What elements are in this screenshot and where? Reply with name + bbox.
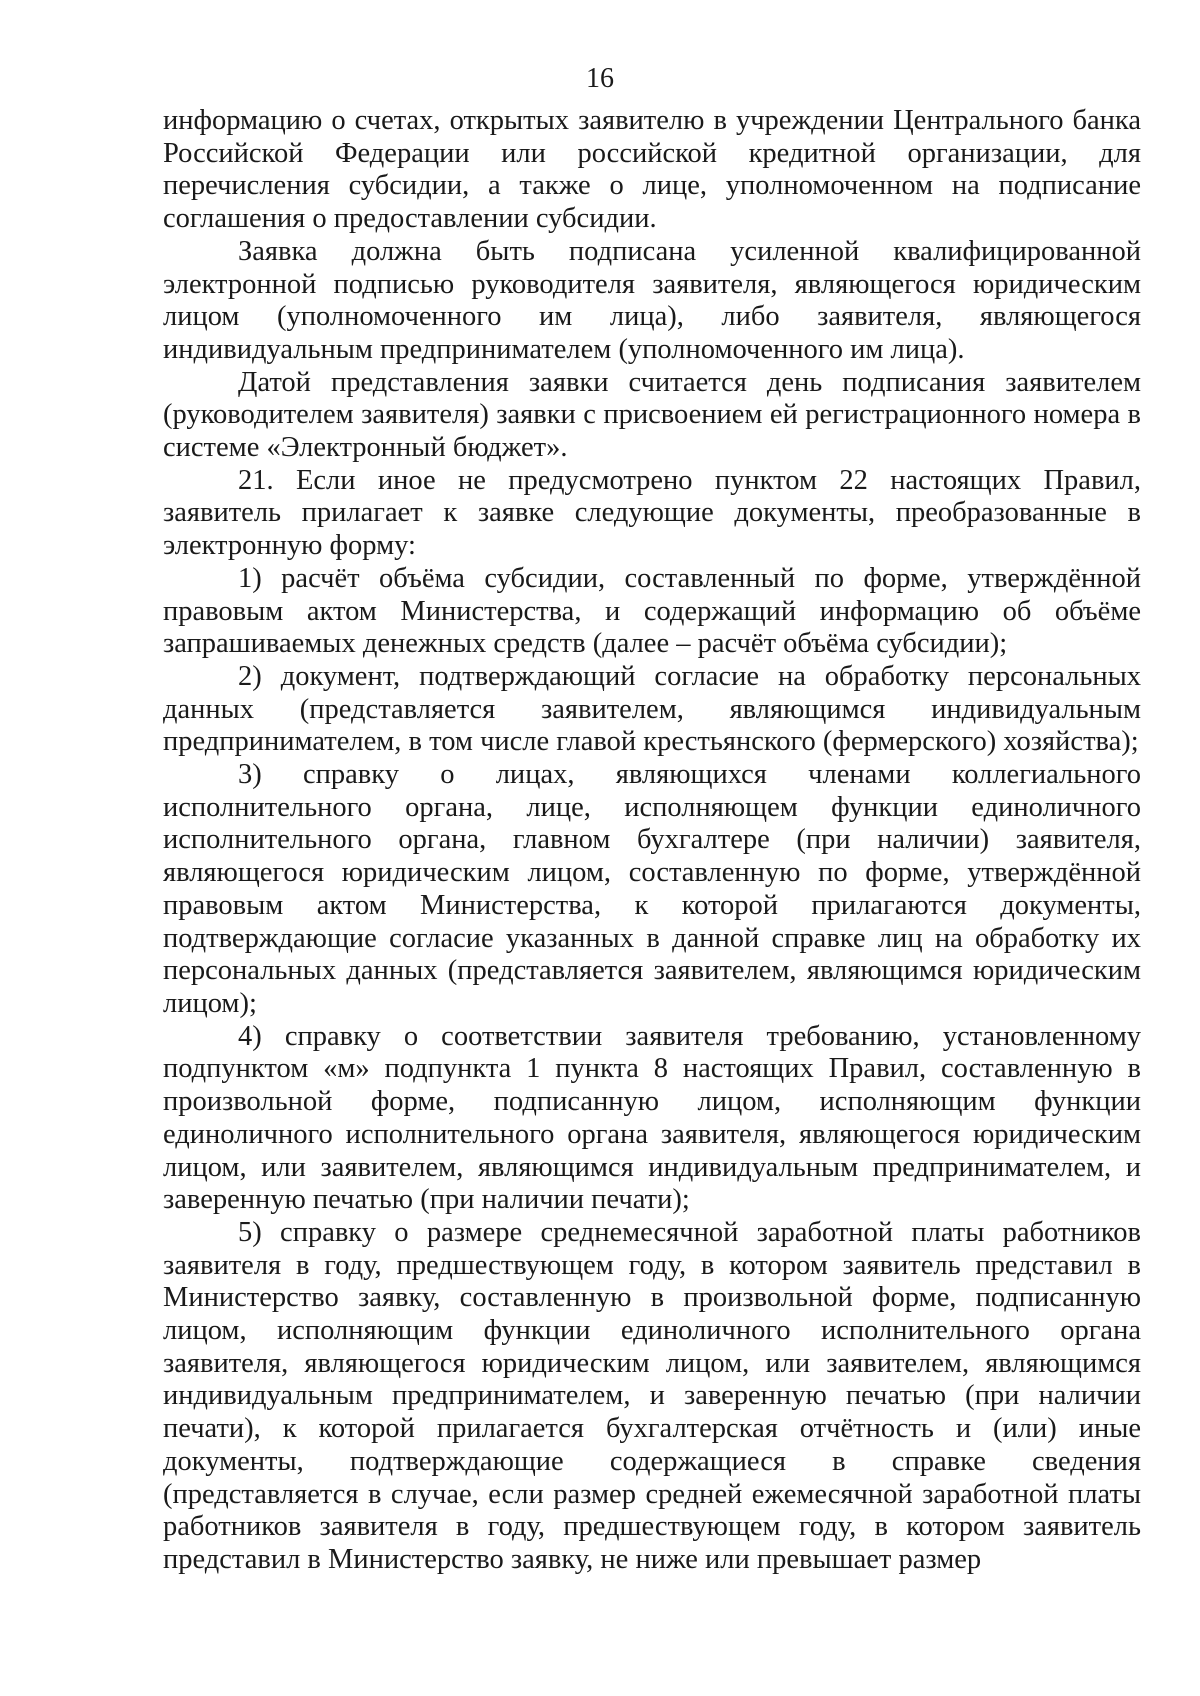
- document-body: [163, 105, 1141, 1577]
- paragraph-clause-21: 21. Если иное не предусмотрено пунктом 22 настоящих Правил, заявитель прилагает к заявке следующие документы, преобразованные в электронную форму:: [163, 464, 1141, 562]
- list-item-3: 3) справку о лицах, являющихся членами коллегиального исполнительного органа, лице, исполняющем функции единоличного исполнительного органа, главном бухгалтере (при наличии) заявителя, являющегося юридическим лицом, составленную по форме, утверждённой правовым актом Министерства, к которой прилагаются документы, подтверждающие согласие указанных в данной справке лиц на обработку их персональных данных (представляется заявителем, являющимся юридическим лицом);: [163, 759, 1141, 1019]
- paragraph-account-info: информацию о счетах, открытых заявителю в учреждении Центрального банка Российской Федерации или российской кредитной организации, для перечисления субсидии, а также о лице, уполномоченном на подписание соглашения о предоставлении субсидии.: [163, 105, 1141, 235]
- list-item-5: 5) справку о размере среднемесячной заработной платы работников заявителя в году, предшествующем году, в котором заявитель представил в Министерство заявку, составленную в произвольной форме, подписанную лицом, исполняющим функции единоличного исполнительного органа заявителя, являющегося юридическим лицом, или заявителем, являющимся индивидуальным предпринимателем, и заверенную печатью (при наличии печати), к которой прилагается бухгалтерская отчётность и (или) иные документы, подтверждающие содержащиеся в справке сведения (представляется в случае, если размер средней ежемесячной заработной платы работников заявителя в году, предшествующем году, в котором заявитель представил в Министерство заявку, не ниже или превышает размер: [163, 1216, 1141, 1575]
- paragraph-submission-date: Датой представления заявки считается день подписания заявителем (руководителем заявителя) заявки с присвоением ей регистрационного номера в системе «Электронный бюджет».: [163, 366, 1141, 464]
- page-number: 16: [586, 63, 614, 94]
- list-item-4: 4) справку о соответствии заявителя требованию, установленному подпунктом «м» подпункта 1 пункта 8 настоящих Правил, составленную в произвольной форме, подписанную лицом, исполняющим функции единоличного исполнительного органа заявителя, являющегося юридическим лицом, или заявителем, являющимся индивидуальным предпринимателем, и заверенную печатью (при наличии печати);: [163, 1020, 1141, 1216]
- paragraph-application-signature: Заявка должна быть подписана усиленной квалифицированной электронной подписью руководителя заявителя, являющегося юридическим лицом (уполномоченного им лица), либо заявителя, являющегося индивидуальным предпринимателем (уполномоченного им лица).: [163, 235, 1141, 365]
- list-item-2: 2) документ, подтверждающий согласие на обработку персональных данных (представляется заявителем, являющимся индивидуальным предпринимателем, в том числе главой крестьянского (фермерского) хозяйства);: [163, 660, 1141, 758]
- list-item-1: 1) расчёт объёма субсидии, составленный по форме, утверждённой правовым актом Министерства, и содержащий информацию об объёме запрашиваемых денежных средств (далее – расчёт объёма субсидии);: [163, 562, 1141, 660]
